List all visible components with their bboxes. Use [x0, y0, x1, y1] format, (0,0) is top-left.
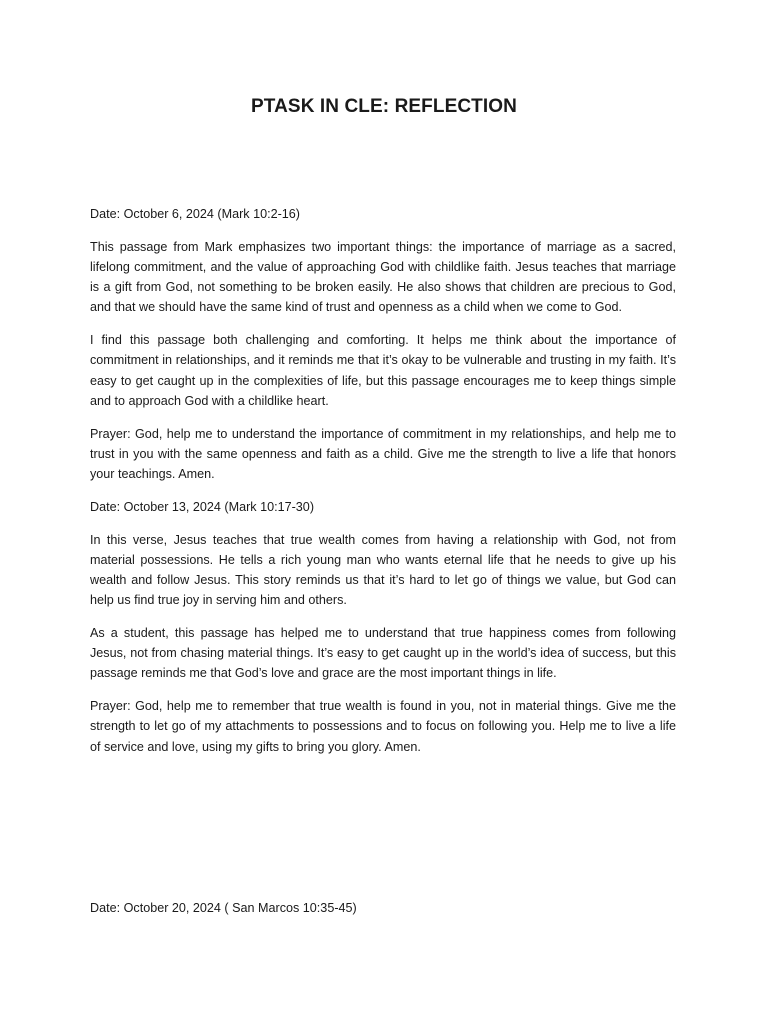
document-body	[90, 204, 676, 769]
reflection-paragraph: I find this passage both challenging and comforting. It helps me think about the importance of commitment in relationships, and it reminds me that it’s okay to be vulnerable and trusting in my faith. It’s easy to get caught up in the complexities of life, but this passage encourages me to keep things simple and to approach God with a childlike heart.	[90, 333, 676, 408]
reflection-paragraph: As a student, this passage has helped me to understand that true happiness comes from following Jesus, not from chasing material things. It’s easy to get caught up in the world’s idea of success, but this passage reminds me that God’s love and grace are the most important things in life.	[90, 626, 676, 681]
entry-date: Date: October 20, 2024 ( San Marcos 10:35-45)	[90, 901, 357, 915]
reflection-paragraph: In this verse, Jesus teaches that true wealth comes from having a relationship with God, not from material possessions. He tells a rich young man who wants eternal life that he needs to give up his wealth and follow Jesus. This story reminds us that it’s hard to let go of things we value, but God can help us find true joy in serving him and others.	[90, 532, 676, 608]
entry-date: Date: October 6, 2024 (Mark 10:2-16)	[90, 207, 300, 221]
entry-date: Date: October 13, 2024 (Mark 10:17-30)	[90, 499, 315, 514]
prayer-paragraph: Prayer: God, help me to remember that true wealth is found in you, not in material things. Give me the strength to let go of my attachments to possessions and to focus on following you. Help me to live a life of service and love, using my gifts to bring you glory. Amen.	[90, 699, 676, 754]
prayer-paragraph: Prayer: God, help me to understand the importance of commitment in my relationships, and help me to trust in you with the same openness and faith as a child. Give me the strength to live a life that honors your teachings. Amen.	[90, 426, 676, 482]
page-title: PTASK IN CLE: REFLECTION	[251, 96, 517, 117]
reflection-paragraph: This passage from Mark emphasizes two important things: the importance of marriage as a sacred, lifelong commitment, and the value of approaching God with childlike faith. Jesus teaches that marriage is a gift from God, not something to be broken easily. He also shows that children are precious to God, and that we should have the same kind of trust and openness as a child when we come to God.	[90, 239, 676, 315]
